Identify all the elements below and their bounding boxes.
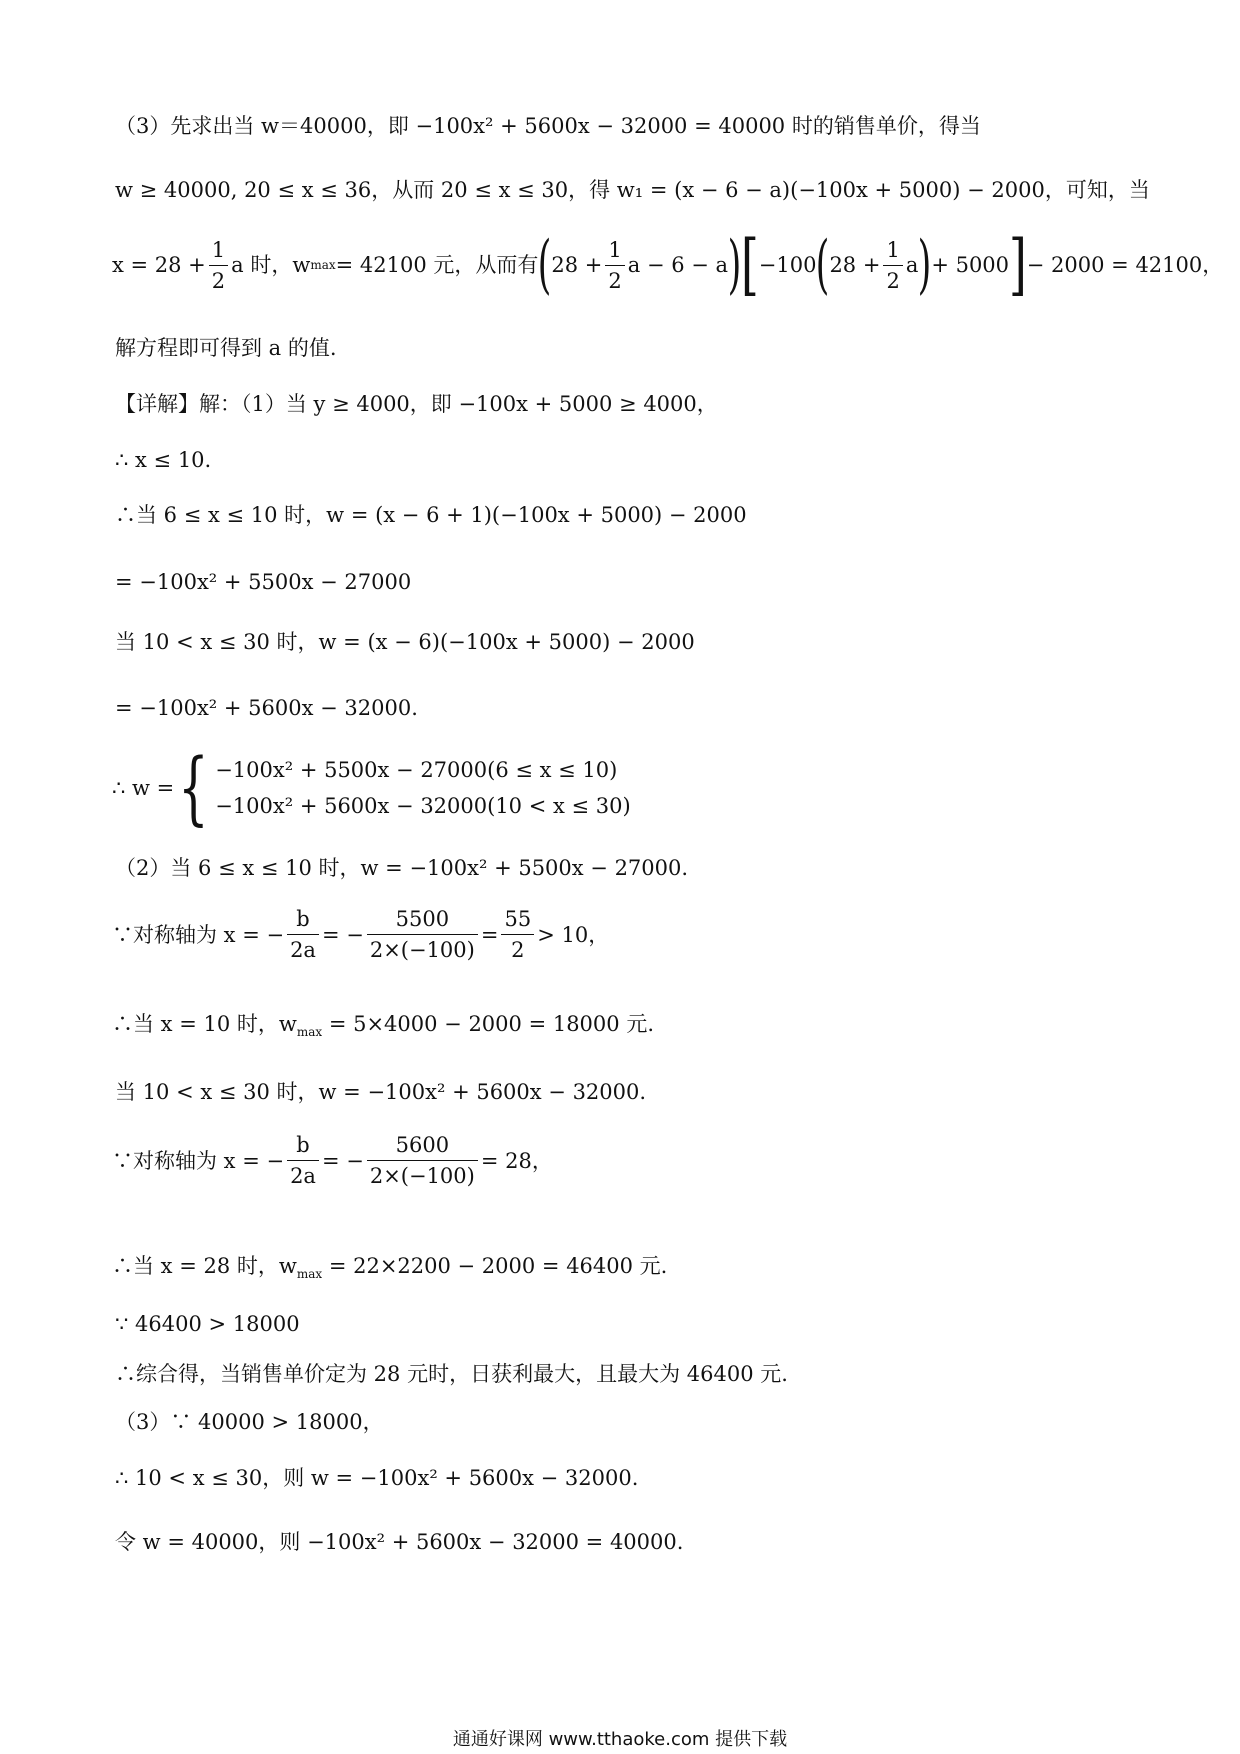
- fraction-half: [605, 235, 624, 296]
- solution-line-4: = −100x² + 5500x − 27000: [115, 570, 412, 594]
- right-paren: ): [727, 228, 742, 302]
- fraction-numerator: b: [287, 904, 319, 935]
- fraction-numerator: 1: [209, 235, 228, 266]
- subscript-max: max: [310, 258, 336, 272]
- text-segment: −100: [758, 253, 817, 277]
- analysis-line-3: [112, 226, 1224, 303]
- left-brace: {: [178, 741, 210, 834]
- fraction-denominator: 2: [211, 268, 226, 293]
- fraction-denominator: 2×(−100): [369, 1164, 475, 1188]
- solution-line-6: = −100x² + 5600x − 32000.: [115, 696, 418, 720]
- text-segment: = 28，: [480, 1148, 553, 1173]
- solution-line-14: ∵ 46400 > 18000: [115, 1312, 300, 1336]
- fraction: [287, 904, 319, 965]
- solution-line-5: 当 10 < x ≤ 30 时，w = (x − 6)(−100x + 5000) − 2000: [115, 630, 695, 654]
- case-row: −100x² + 5500x − 27000(6 ≤ x ≤ 10): [215, 758, 618, 782]
- solution-line-16: （3）∵ 40000 > 18000，: [115, 1410, 384, 1434]
- fraction-denominator: 2a: [290, 1164, 316, 1188]
- fraction-numerator: 5600: [367, 1130, 478, 1161]
- case-row: −100x² + 5600x − 32000(10 < x ≤ 30): [215, 794, 631, 818]
- text-segment: =: [480, 922, 499, 947]
- right-paren: ): [917, 228, 932, 302]
- analysis-line-4: 解方程即可得到 a 的值.: [115, 336, 337, 360]
- piecewise-cases: [215, 752, 631, 824]
- text-segment: ∴ w =: [112, 776, 175, 800]
- fraction-numerator: 55: [501, 904, 534, 935]
- text-segment: = 22×2200 − 2000 = 46400 元.: [322, 1254, 668, 1278]
- fraction: [287, 1130, 319, 1191]
- analysis-line-1: （3）先求出当 w＝40000，即 −100x² + 5600x − 32000 = 40000 时的销售单价，得当: [115, 114, 981, 138]
- subscript-max: max: [296, 1267, 323, 1282]
- fraction-numerator: b: [287, 1130, 319, 1161]
- fraction-denominator: 2: [511, 938, 525, 962]
- fraction-denominator: 2: [886, 268, 900, 293]
- solution-line-13: [112, 1252, 667, 1288]
- fraction-numerator: 1: [605, 235, 624, 266]
- fraction: [367, 1130, 478, 1191]
- text-segment: = 5×4000 − 2000 = 18000 元.: [322, 1012, 654, 1036]
- text-segment: 28 +: [829, 253, 881, 277]
- text-segment: ∵对称轴为 x = −: [112, 1148, 285, 1173]
- subscript-max: max: [296, 1025, 323, 1040]
- text-segment: ∴当 x = 28 时，w: [112, 1254, 297, 1278]
- fraction: [501, 904, 534, 965]
- text-segment: x = 28 +: [112, 253, 206, 277]
- solution-line-15: ∴综合得，当销售单价定为 28 元时，日获利最大，且最大为 46400 元.: [115, 1362, 788, 1386]
- fraction: [367, 904, 478, 965]
- text-segment: ∴当 x = 10 时，w: [112, 1012, 297, 1036]
- solution-line-9: [112, 904, 609, 965]
- fraction-numerator: 5500: [367, 904, 478, 935]
- solution-line-18: 令 w = 40000，则 −100x² + 5600x − 32000 = 40000.: [115, 1530, 684, 1554]
- solution-line-2: ∴ x ≤ 10.: [115, 448, 212, 472]
- fraction-denominator: 2a: [290, 938, 316, 962]
- text-segment: + 5000: [931, 253, 1010, 277]
- solution-line-3: ∴当 6 ≤ x ≤ 10 时，w = (x − 6 + 1)(−100x + 5000) − 2000: [115, 503, 747, 527]
- text-segment: > 10，: [537, 922, 610, 947]
- left-paren: (: [538, 228, 552, 302]
- text-segment: a − 6 − a: [627, 253, 729, 277]
- fraction-denominator: 2: [608, 268, 622, 293]
- text-segment: = −: [321, 1148, 364, 1173]
- fraction-half: [883, 235, 902, 296]
- page-footer: 通通好课网 www.tthaoke.com 提供下载: [452, 1729, 788, 1750]
- solution-line-10: [112, 1010, 654, 1046]
- text-segment: = −: [321, 922, 364, 947]
- text-segment: = 42100 元，从而有: [335, 253, 539, 277]
- solution-line-12: [112, 1130, 553, 1191]
- text-segment: a: [905, 253, 919, 277]
- fraction-half: [209, 235, 228, 296]
- solution-line-17: ∴ 10 < x ≤ 30，则 w = −100x² + 5600x − 32000.: [115, 1466, 639, 1490]
- analysis-line-2: w ≥ 40000, 20 ≤ x ≤ 36，从而 20 ≤ x ≤ 30，得 w₁ = (x − 6 − a)(−100x + 5000) − 2000，可知，当: [115, 178, 1150, 202]
- solution-line-8: （2）当 6 ≤ x ≤ 10 时，w = −100x² + 5500x − 27000.: [115, 856, 689, 880]
- solution-line-1: 【详解】解：（1）当 y ≥ 4000，即 −100x + 5000 ≥ 4000，: [115, 392, 718, 416]
- right-bracket: ]: [1008, 226, 1027, 303]
- solution-piecewise: [112, 741, 631, 834]
- text-segment: a 时，w: [231, 253, 311, 277]
- solution-line-11: 当 10 < x ≤ 30 时，w = −100x² + 5600x − 32000.: [115, 1080, 647, 1104]
- left-paren: (: [816, 228, 830, 302]
- fraction-denominator: 2×(−100): [369, 938, 475, 962]
- text-segment: − 2000 = 42100，: [1026, 253, 1224, 277]
- fraction-numerator: 1: [883, 235, 902, 266]
- left-bracket: [: [740, 226, 759, 303]
- text-segment: 28 +: [551, 253, 603, 277]
- text-segment: ∵对称轴为 x = −: [112, 922, 285, 947]
